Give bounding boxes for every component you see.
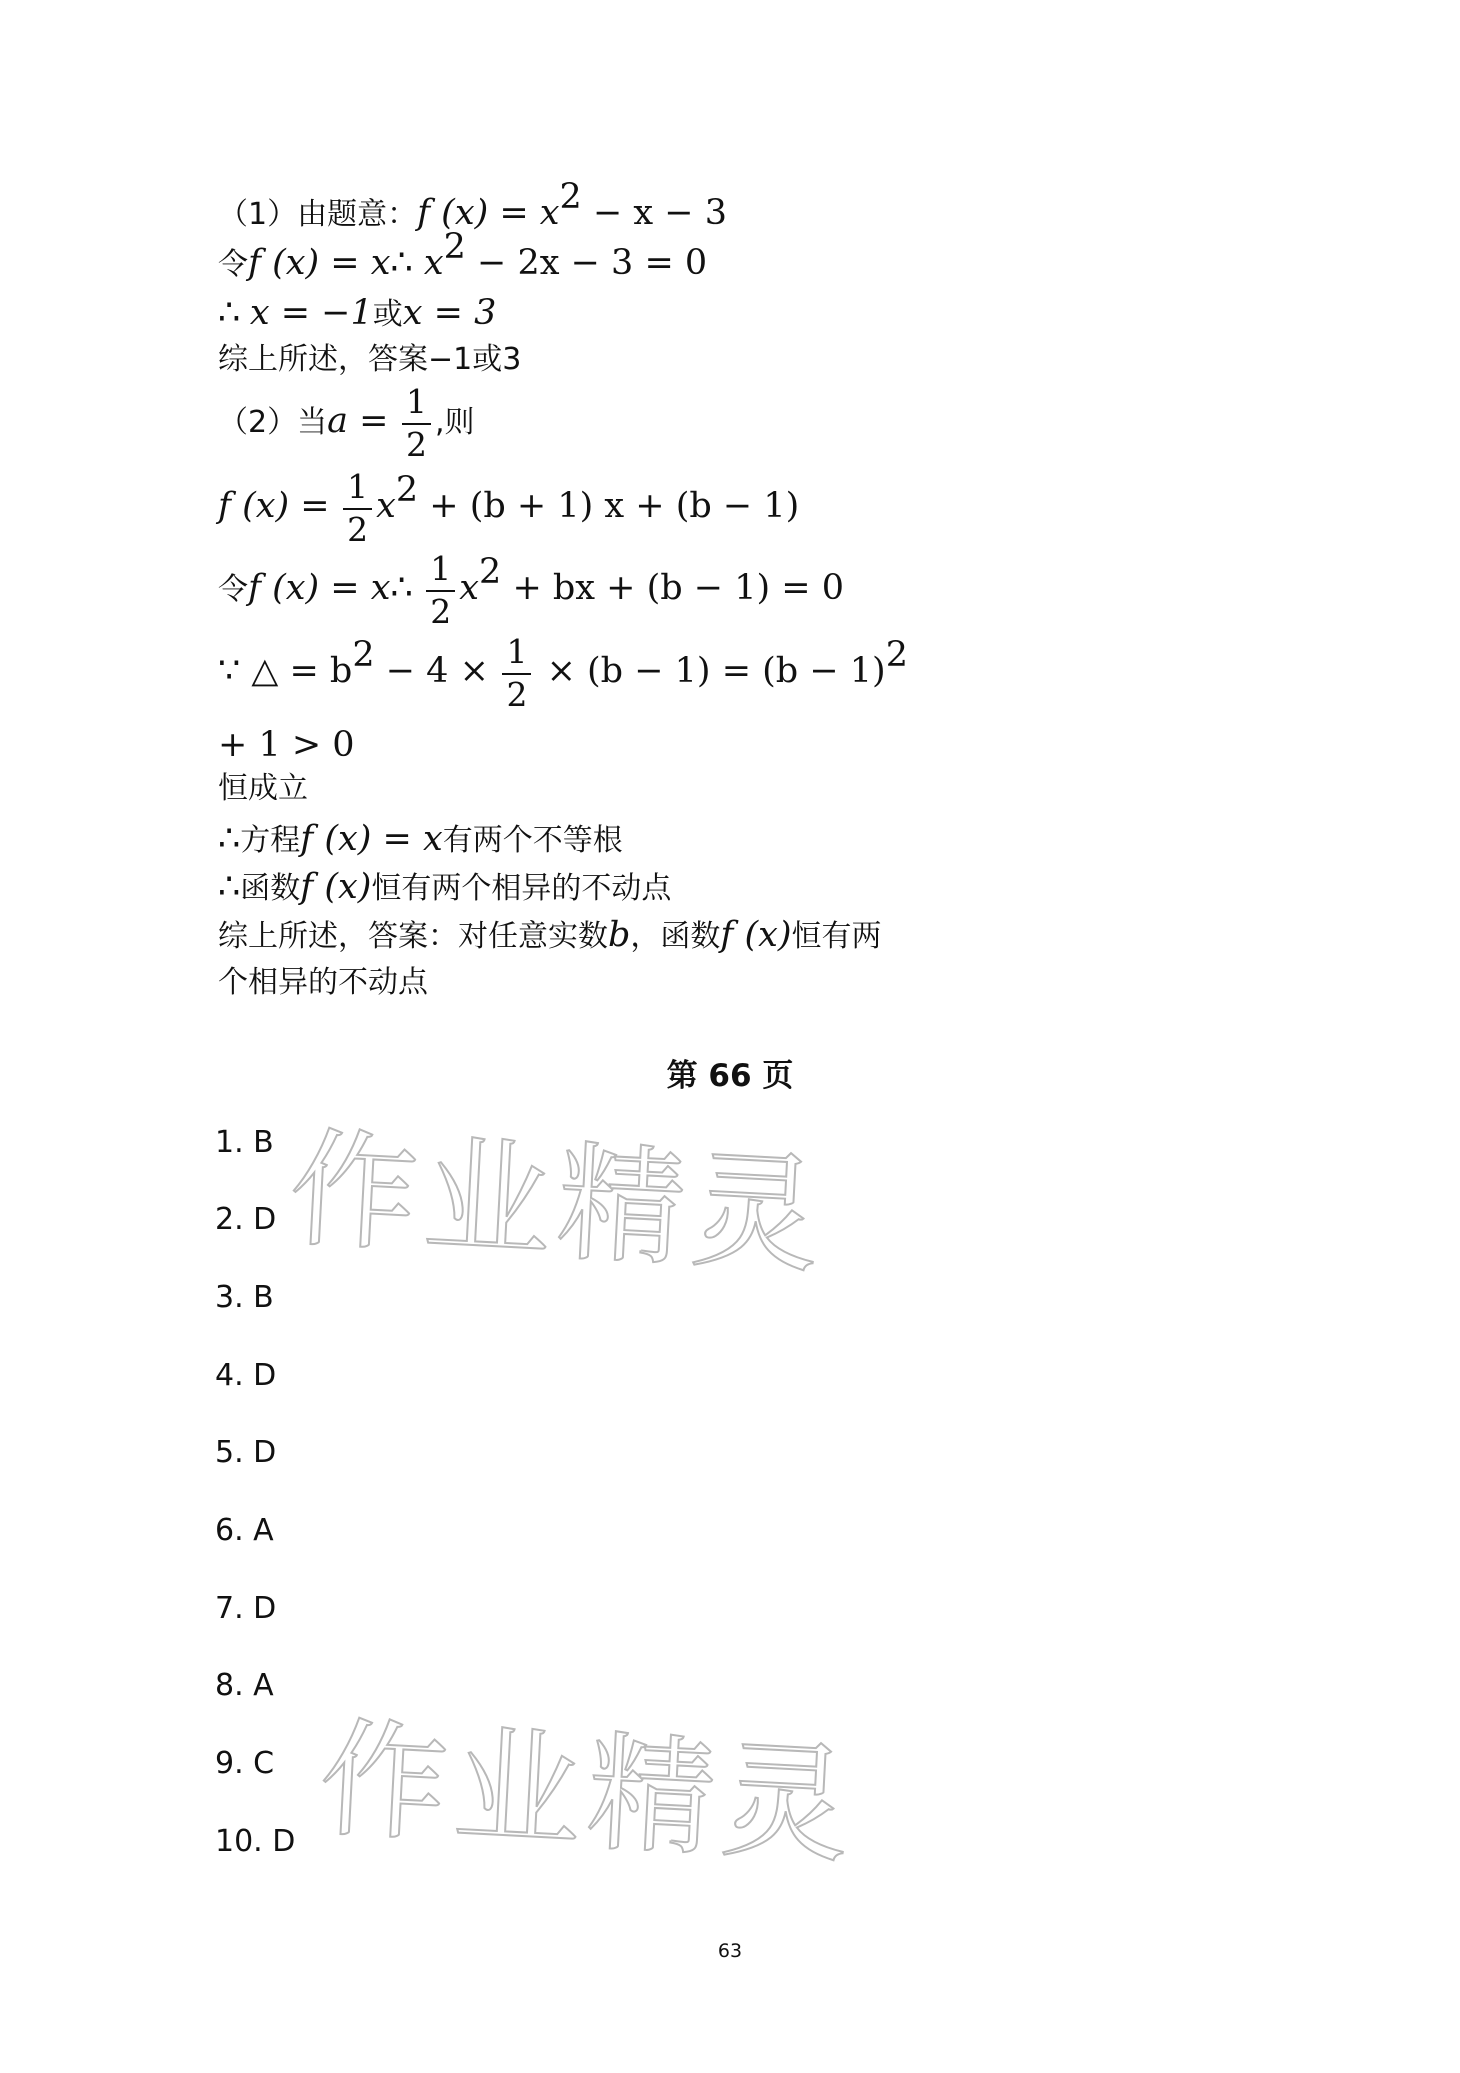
watermark: 作业精灵	[285, 1115, 829, 1292]
solution-line-7	[218, 549, 845, 631]
numerator: 1	[502, 635, 531, 675]
answer-item: 2. D	[215, 1202, 277, 1237]
solution-line-4: 综上所述，答案−1或3	[218, 342, 522, 377]
math-fx: f (x) = x	[417, 193, 560, 233]
math-x: x	[412, 243, 444, 283]
therefore-symbol: ∴	[218, 819, 241, 859]
answer-item: 6. A	[215, 1513, 274, 1548]
answer-item: 7. D	[215, 1591, 277, 1626]
math-root-1: x = −1	[249, 293, 373, 333]
text: 恒有两个相异的不动点	[371, 871, 672, 906]
math-expression: + (b + 1) x + (b − 1)	[418, 486, 800, 527]
text: ，函数	[630, 919, 721, 954]
solution-line-13	[218, 915, 882, 955]
solution-line-1	[218, 177, 727, 233]
math-fx-eq-x: f (x) = x	[248, 568, 391, 609]
then-label: ,则	[434, 405, 475, 441]
math-delta: △ = b	[240, 651, 353, 692]
math-root-2: x = 3	[402, 293, 497, 333]
math-fx: f (x)	[720, 915, 792, 955]
solution-line-10: 恒成立	[218, 771, 308, 806]
numerator: 1	[343, 470, 372, 510]
math-a: a =	[327, 401, 389, 442]
answer-item: 8. A	[215, 1668, 274, 1703]
therefore-symbol: ∴	[218, 867, 241, 907]
exponent: 2	[395, 470, 419, 511]
watermark: 作业精灵	[315, 1705, 859, 1882]
fraction-half	[426, 549, 455, 631]
math-expression: + bx + (b − 1) = 0	[501, 568, 845, 609]
answer-item: 10. D	[215, 1824, 296, 1859]
math-fx: f (x) =	[218, 486, 330, 527]
math-fx: f (x)	[300, 867, 372, 907]
part1-intro: （1）由题意：	[218, 197, 418, 232]
denominator: 2	[405, 424, 427, 464]
part2-intro: （2）当	[218, 405, 328, 441]
answer-item: 4. D	[215, 1358, 277, 1393]
solution-line-14: 个相异的不动点	[218, 965, 428, 1000]
page-heading: 第 66 页	[666, 1058, 794, 1094]
answer-item: 5. D	[215, 1435, 277, 1470]
math-expression: − 2x − 3 = 0	[465, 243, 708, 283]
denominator: 2	[506, 674, 528, 714]
fraction-half	[502, 632, 531, 714]
exponent: 2	[885, 635, 908, 676]
let-label: 令	[218, 247, 248, 282]
answer-item: 9. C	[215, 1746, 275, 1781]
denominator: 2	[347, 509, 369, 549]
exponent: 2	[352, 635, 375, 676]
let-label: 令	[218, 572, 248, 608]
fraction-half	[343, 467, 372, 549]
math-x: x	[376, 486, 396, 527]
numerator: 1	[402, 385, 431, 425]
math-expression: × (b − 1) = (b − 1)	[535, 651, 886, 692]
answer-item: 1. B	[215, 1125, 274, 1160]
math-b: b	[608, 915, 631, 955]
solution-line-3	[218, 293, 497, 333]
solution-line-6	[218, 467, 800, 549]
exponent: 2	[479, 552, 502, 593]
text: 有两个不等根	[442, 823, 623, 858]
text: 方程	[240, 823, 301, 858]
math-x: x	[459, 568, 480, 609]
text: 综上所述，答案：对任意实数	[218, 919, 608, 954]
math-fx-eq-x: f (x) = x	[248, 243, 391, 283]
exponent: 2	[443, 227, 466, 267]
math-fx-eq-x: f (x) = x	[300, 819, 443, 859]
answer-item: 3. B	[215, 1280, 274, 1315]
page-number: 63	[717, 1940, 743, 1962]
fraction-half	[402, 382, 431, 464]
text: 恒有两	[791, 919, 882, 954]
numerator: 1	[426, 552, 455, 592]
or-label: 或	[372, 297, 403, 332]
because-symbol: ∵	[218, 651, 241, 692]
solution-line-8	[218, 632, 908, 714]
solution-line-5	[218, 382, 475, 464]
exponent: 2	[559, 177, 582, 217]
solution-line-11	[218, 819, 623, 859]
text: 函数	[240, 871, 301, 906]
denominator: 2	[430, 591, 452, 631]
solution-line-2	[218, 227, 708, 283]
solution-line-12	[218, 867, 672, 907]
math-expression: − x − 3	[581, 193, 727, 233]
therefore-symbol: ∴	[390, 568, 413, 609]
math-expression: − 4 ×	[374, 651, 489, 692]
therefore-symbol: ∴	[390, 243, 413, 283]
therefore-symbol: ∴	[218, 293, 241, 333]
solution-line-9: + 1 > 0	[218, 725, 355, 765]
